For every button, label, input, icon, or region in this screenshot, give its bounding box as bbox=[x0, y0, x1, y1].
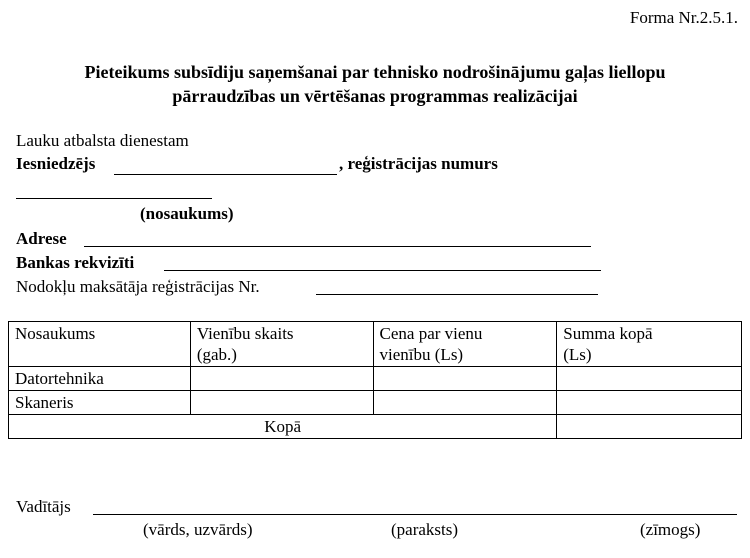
row-unit-count-cell[interactable] bbox=[190, 391, 373, 415]
address-label: Adrese bbox=[16, 229, 67, 248]
registration-label: , reģistrācijas numurs bbox=[339, 154, 498, 173]
name-caption: (nosaukums) bbox=[140, 204, 234, 223]
header-unit-count: Vienību skaits (gab.) bbox=[190, 322, 373, 367]
name-input-line[interactable] bbox=[16, 198, 212, 199]
tax-number-input-line[interactable] bbox=[316, 294, 598, 295]
address-input-line[interactable] bbox=[84, 246, 591, 247]
title-line-1: Pieteikums subsīdiju saņemšanai par tehnisko nodrošinājumu gaļas liellopu bbox=[84, 62, 666, 82]
grand-total-cell[interactable] bbox=[557, 415, 742, 439]
bank-details-input-line[interactable] bbox=[164, 270, 601, 271]
form-number: Forma Nr.2.5.1. bbox=[629, 8, 738, 27]
applicant-label: Iesniedzējs bbox=[16, 154, 96, 173]
bank-details-label: Bankas rekvizīti bbox=[16, 253, 135, 272]
row-name: Skaneris bbox=[9, 391, 191, 415]
caption-name-surname: (vārds, uzvārds) bbox=[143, 520, 253, 539]
row-total-cell[interactable] bbox=[557, 367, 742, 391]
total-label: Kopā bbox=[9, 415, 557, 439]
signature-input-line[interactable] bbox=[93, 514, 737, 515]
row-unit-price-cell[interactable] bbox=[373, 367, 557, 391]
caption-signature: (paraksts) bbox=[391, 520, 459, 539]
row-name: Datortehnika bbox=[9, 367, 191, 391]
header-name: Nosaukums bbox=[9, 322, 191, 367]
table-total-row bbox=[9, 415, 742, 439]
table-header-row bbox=[9, 322, 742, 367]
header-unit-price: Cena par vienu vienību (Ls) bbox=[373, 322, 557, 367]
header-total-sum: Summa kopā (Ls) bbox=[557, 322, 742, 367]
subsidy-table bbox=[8, 321, 742, 439]
table-row bbox=[9, 391, 742, 415]
caption-stamp: (zīmogs) bbox=[640, 520, 701, 539]
title-line-2: pārraudzības un vērtēšanas programmas realizācijai bbox=[172, 86, 578, 106]
row-unit-count-cell[interactable] bbox=[190, 367, 373, 391]
table-row bbox=[9, 367, 742, 391]
addressee: Lauku atbalsta dienestam bbox=[16, 131, 189, 150]
tax-number-label: Nodokļu maksātāja reģistrācijas Nr. bbox=[16, 277, 260, 296]
head-label: Vadītājs bbox=[16, 497, 71, 516]
document-title bbox=[0, 60, 750, 108]
row-total-cell[interactable] bbox=[557, 391, 742, 415]
applicant-input-line[interactable] bbox=[114, 174, 337, 175]
row-unit-price-cell[interactable] bbox=[373, 391, 557, 415]
